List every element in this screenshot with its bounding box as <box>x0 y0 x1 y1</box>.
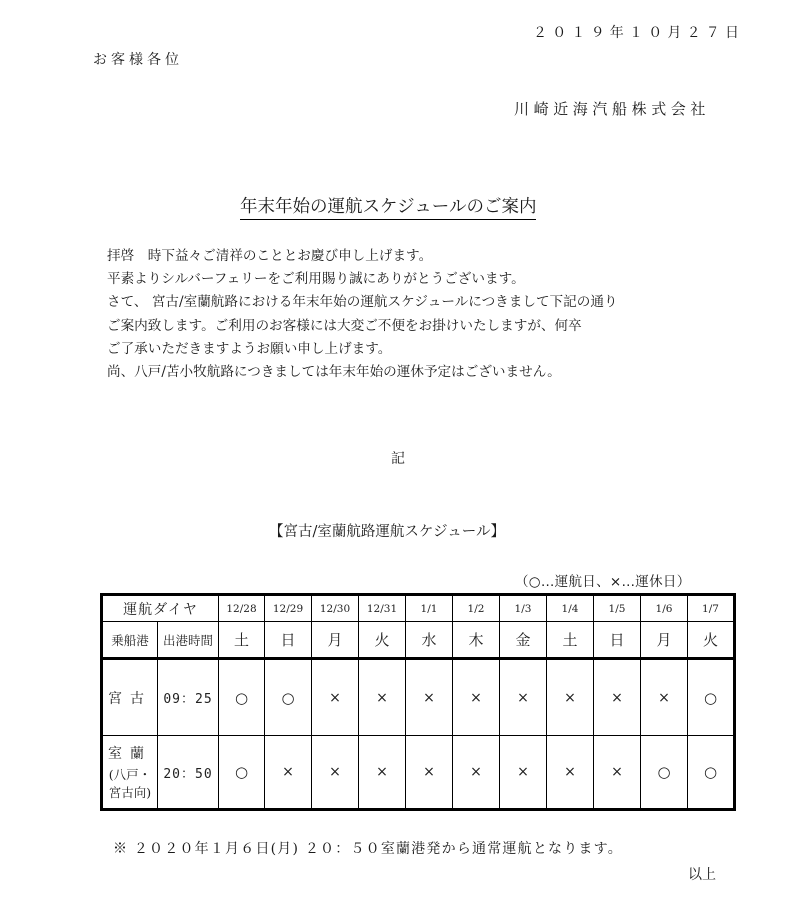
suspended-mark: × <box>500 736 547 810</box>
body-line: 拝啓 時下益々ご清祥のこととお慶び申し上げます。 <box>107 248 433 264</box>
suspended-mark: × <box>594 659 641 736</box>
weekday-cell: 日 <box>594 622 641 659</box>
suspended-mark: × <box>453 736 500 810</box>
date-cell: 1/2 <box>453 595 500 622</box>
port-label: 乗船港 <box>102 622 158 659</box>
port-name: 室蘭 <box>108 746 152 762</box>
operating-mark: ○ <box>219 736 265 810</box>
suspended-mark: × <box>594 736 641 810</box>
departure-time: 09：25 <box>158 659 219 736</box>
operating-mark: ○ <box>265 659 312 736</box>
suspended-mark: × <box>500 659 547 736</box>
date-header-row <box>102 595 735 622</box>
departure-time: 20：50 <box>158 736 219 810</box>
body-line: ご案内致します。ご利用のお客様には大変ご不便をお掛けいたしますが、何卒 <box>107 317 582 334</box>
weekday-cell: 火 <box>359 622 406 659</box>
closing: 以上 <box>688 867 716 883</box>
weekday-cell: 月 <box>312 622 359 659</box>
weekday-header-row <box>102 622 735 659</box>
document-title: 年末年始の運航スケジュールのご案内 <box>240 196 536 220</box>
weekday-cell: 金 <box>500 622 547 659</box>
suspended-mark: × <box>312 736 359 810</box>
operating-mark: ○ <box>641 736 688 810</box>
port-name: 宮古 <box>108 690 152 707</box>
recipient: お客様各位 <box>93 52 183 68</box>
suspended-mark: × <box>406 659 453 736</box>
body-line: ご了承いただきますようお願い申し上げます。 <box>107 340 392 357</box>
document-date: ２０１９年１０月２７日 <box>533 25 745 41</box>
body-line: 平素よりシルバーフェリーをご利用賜り誠にありがとうございます。 <box>107 271 525 288</box>
suspended-mark: × <box>453 659 500 736</box>
port-cell <box>102 736 158 810</box>
table-row <box>102 736 735 810</box>
date-cell: 12/31 <box>359 595 406 622</box>
weekday-cell: 水 <box>406 622 453 659</box>
weekday-cell: 火 <box>688 622 735 659</box>
suspended-mark: × <box>406 736 453 810</box>
body-line: さて、 宮古/室蘭航路における年末年始の運航スケジュールにつきまして下記の通り <box>107 294 618 311</box>
date-cell: 12/29 <box>265 595 312 622</box>
weekday-cell: 日 <box>265 622 312 659</box>
time-label: 出港時間 <box>158 622 219 659</box>
schedule-title: 【宮古/室蘭航路運航スケジュール】 <box>269 524 506 540</box>
sender-company: 川崎近海汽船株式会社 <box>514 100 711 118</box>
body-text <box>107 245 618 384</box>
port-cell <box>102 659 158 736</box>
date-cell: 12/28 <box>219 595 265 622</box>
ki-heading: 記 <box>391 451 405 467</box>
date-cell: 1/6 <box>641 595 688 622</box>
dia-label: 運航ダイヤ <box>102 595 219 622</box>
suspended-mark: × <box>312 659 359 736</box>
operating-mark: ○ <box>688 736 735 810</box>
suspended-mark: × <box>547 659 594 736</box>
resume-note: ※ ２０２０年１月６日(月) ２０：５０室蘭港発から通常運航となります。 <box>113 841 623 857</box>
suspended-mark: × <box>641 659 688 736</box>
suspended-mark: × <box>547 736 594 810</box>
date-cell: 1/1 <box>406 595 453 622</box>
weekday-cell: 土 <box>219 622 265 659</box>
date-cell: 1/7 <box>688 595 735 622</box>
weekday-cell: 木 <box>453 622 500 659</box>
port-destination: (八戸・宮古向) <box>108 767 152 800</box>
weekday-cell: 月 <box>641 622 688 659</box>
weekday-cell: 土 <box>547 622 594 659</box>
schedule-table <box>100 593 736 811</box>
suspended-mark: × <box>265 736 312 810</box>
suspended-mark: × <box>359 736 406 810</box>
body-line: 尚、八戸/苫小牧航路につきましては年末年始の運休予定はございません。 <box>107 364 561 381</box>
date-cell: 1/4 <box>547 595 594 622</box>
suspended-mark: × <box>359 659 406 736</box>
table-row <box>102 659 735 736</box>
operating-mark: ○ <box>688 659 735 736</box>
date-cell: 1/3 <box>500 595 547 622</box>
date-cell: 12/30 <box>312 595 359 622</box>
operating-mark: ○ <box>219 659 265 736</box>
date-cell: 1/5 <box>594 595 641 622</box>
schedule-legend: （○…運航日、×…運休日） <box>515 574 691 590</box>
